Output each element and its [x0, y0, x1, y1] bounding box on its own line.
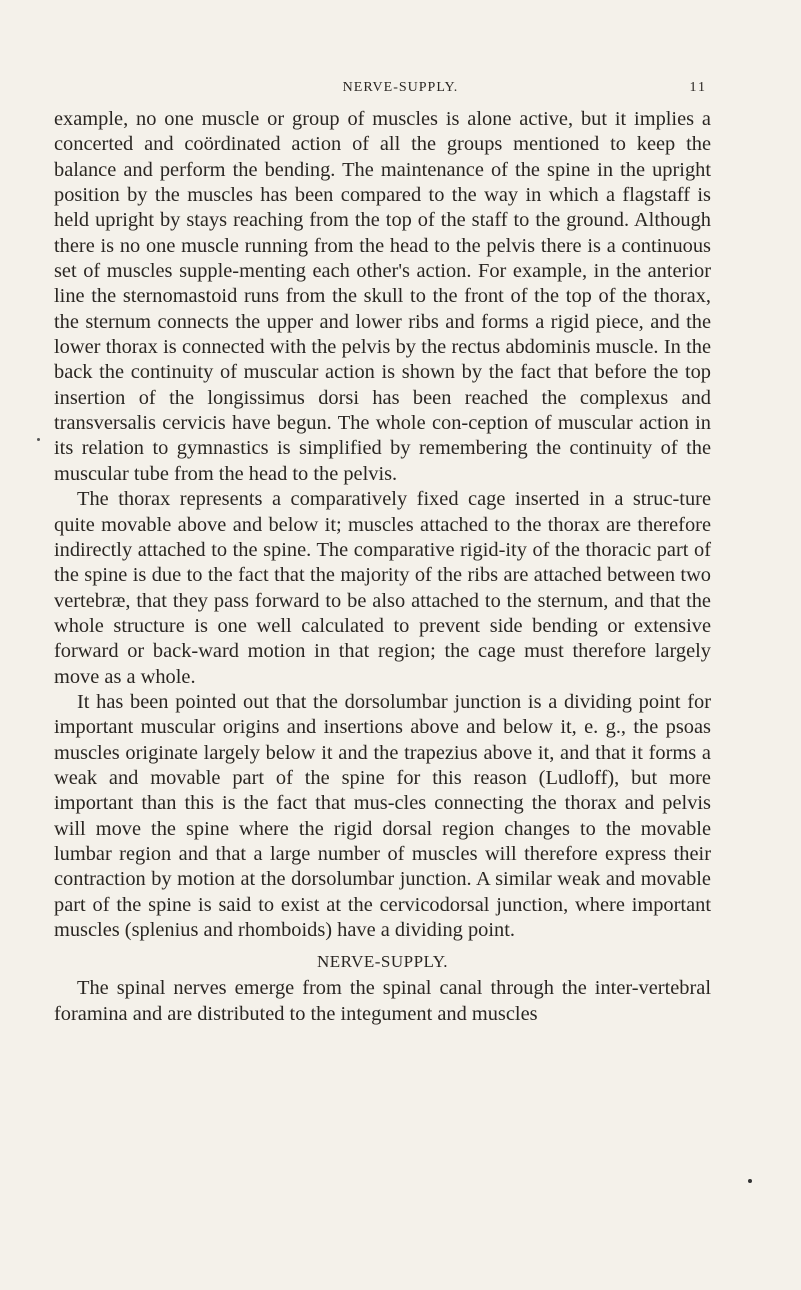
- page-number: 11: [689, 80, 707, 95]
- print-speck: [748, 1179, 752, 1183]
- running-title: NERVE-SUPPLY.: [342, 80, 459, 95]
- paragraph-3: It has been pointed out that the dorsolumbar junction is a dividing point for important muscular origins and insertions above and below it, e. g., the psoas muscles originate largely below it and the trapezius above it, and that it forms a weak and movable part of the spine for this reason (Ludloff), but more important than this is the fact that mus-cles connecting the thorax and pelvis will move the spine where the rigid dorsal region changes to the movable lumbar region and that a large number of muscles will therefore express their contraction by motion at the dorsolumbar junction. A similar weak and movable part of the spine is said to exist at the cervicodorsal junction, where important muscles (splenius and rhomboids) have a dividing point.: [54, 690, 711, 941]
- body-text: [54, 107, 711, 1027]
- print-speck: [37, 438, 40, 441]
- paragraph-1: example, no one muscle or group of muscles is alone active, but it implies a concerted and coördinated action of all the groups mentioned to keep the balance and perform the bending. The maintenance of the spine in the upright position by the muscles has been compared to the way in which a flagstaff is held upright by stays reaching from the top of the staff to the ground. Although there is no one muscle running from the head to the pelvis there is a continuous set of muscles supple-menting each other's action. For example, in the anterior line the sternomastoid runs from the skull to the front of the top of the thorax, the sternum connects the upper and lower ribs and forms a rigid piece, and the lower thorax is connected with the pelvis by the rectus abdominis muscle. In the back the continuity of muscular action is shown by the fact that before the top insertion of the longissimus dorsi has been reached the complexus and transversalis cervicis have begun. The whole con-ception of muscular action in its relation to gymnastics is simplified by remembering the continuity of the muscular tube from the head to the pelvis.: [54, 108, 711, 485]
- section-heading: NERVE-SUPPLY.: [316, 952, 449, 972]
- section-paragraph: The spinal nerves emerge from the spinal canal through the inter-vertebral foramina and are distributed to the integument and muscles: [54, 977, 711, 1025]
- paragraph-2: The thorax represents a comparatively fixed cage inserted in a struc-ture quite movable above and below it; muscles attached to the thorax are therefore indirectly attached to the spine. The comparative rigid-ity of the thoracic part of the spine is due to the fact that the majority of the ribs are attached between two vertebræ, that they pass forward to be also attached to the sternum, and that the whole structure is one well calculated to prevent side bending or extensive forward or back-ward motion in that region; the cage must therefore largely move as a whole.: [54, 488, 711, 688]
- running-head: [0, 80, 801, 100]
